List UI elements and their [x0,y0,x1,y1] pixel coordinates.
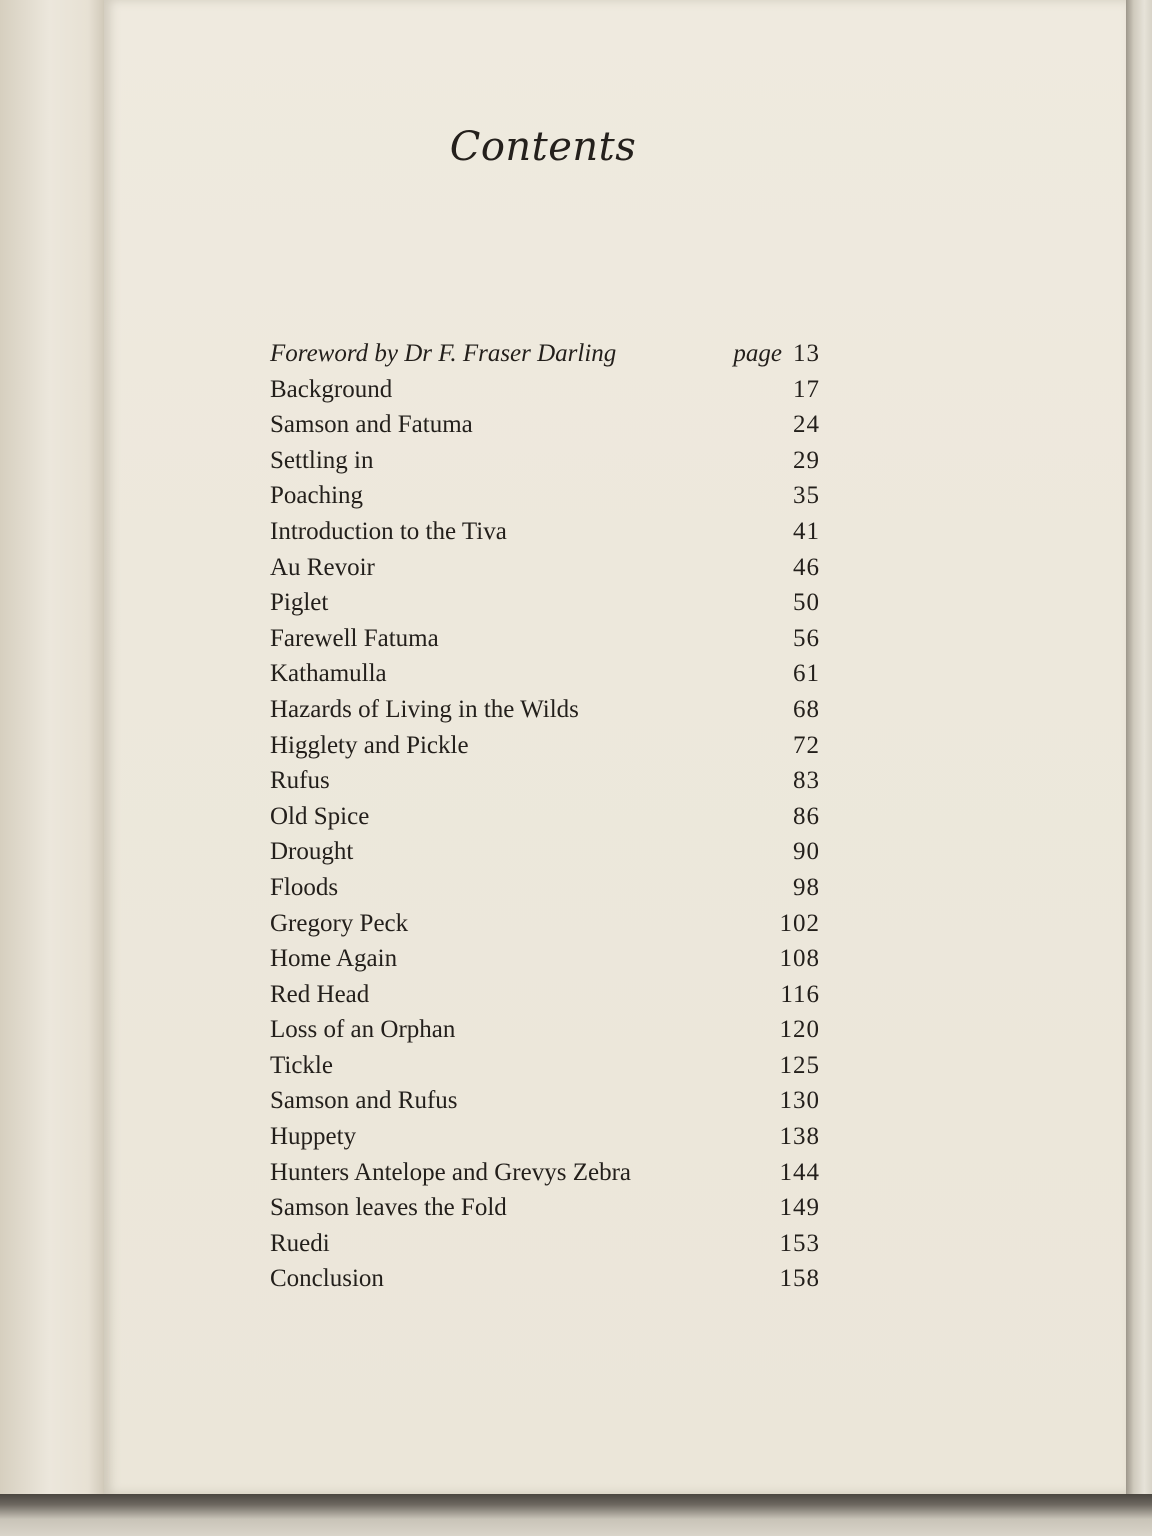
toc-entry-title: Foreword by Dr F. Fraser Darling [270,340,617,367]
page-title: Contents [449,124,637,170]
toc-entry [270,1155,830,1191]
toc-entry-title: Ruedi [270,1229,330,1257]
toc-entry-page: 56 [793,624,820,652]
toc-entry-title: Home Again [270,945,398,973]
toc-entry-title: Old Spice [270,802,370,830]
toc-entry-title: Kathamulla [270,660,387,688]
toc-entry-title: Floods [270,873,339,901]
toc-entry-title: Rufus [270,767,330,795]
table-of-contents [270,336,830,1297]
toc-entry [270,1261,830,1297]
toc-entry [270,372,830,408]
toc-entry [270,906,830,942]
toc-entry [270,941,830,977]
toc-entry-title: Huppety [270,1123,357,1151]
toc-entry-page: 98 [793,873,820,901]
toc-entry [270,443,830,479]
toc-entry [270,407,830,443]
left-page-edge [0,0,110,1536]
toc-entry [270,799,830,835]
toc-entry [270,870,830,906]
toc-entry-title: Loss of an Orphan [270,1016,456,1044]
toc-entry-page: 13 [793,340,820,367]
page-label: page [733,340,782,367]
toc-entry-page: 158 [779,1265,820,1293]
right-page-edge [1126,0,1152,1536]
toc-entry-title: Poaching [270,482,364,510]
toc-entry-page: 153 [779,1229,820,1257]
toc-entry-page: 149 [779,1194,820,1222]
toc-entry-page: 144 [779,1158,820,1186]
toc-entry-page: 72 [793,731,820,759]
toc-entry-title: Tickle [270,1051,333,1079]
toc-entry [270,1012,830,1048]
toc-entry [270,1048,830,1084]
toc-entry [270,336,830,372]
toc-entry [270,514,830,550]
toc-entry-page: 102 [779,909,820,937]
toc-entry-title: Hunters Antelope and Grevys Zebra [270,1158,631,1186]
toc-entry-title: Gregory Peck [270,909,409,937]
toc-entry-title: Samson leaves the Fold [270,1194,507,1222]
toc-entry-title: Higglety and Pickle [270,731,469,759]
toc-entry [270,834,830,870]
toc-entry [270,728,830,764]
toc-entry-page: 83 [793,767,820,795]
toc-entry-title: Drought [270,838,354,866]
toc-entry [270,1119,830,1155]
toc-entry-title: Settling in [270,446,374,474]
toc-entry-page: 116 [780,980,820,1008]
toc-entry-page: 17 [793,375,820,403]
toc-entry-page: 68 [793,695,820,723]
toc-entry-title: Farewell Fatuma [270,624,439,652]
toc-entry [270,585,830,621]
toc-entry-page: 138 [779,1123,820,1151]
toc-entry [270,763,830,799]
toc-entry-page: 41 [793,517,820,545]
toc-entry [270,692,830,728]
toc-entry-page: 29 [793,446,820,474]
bottom-cover-edge [0,1494,1152,1536]
toc-entry-title: Introduction to the Tiva [270,517,507,545]
toc-entry-page: 108 [779,945,820,973]
toc-entry [270,550,830,586]
toc-entry [270,1226,830,1262]
toc-entry-page: 86 [793,802,820,830]
toc-entry-page: 61 [793,660,820,688]
toc-entry [270,1083,830,1119]
toc-entry-page: 125 [779,1051,820,1079]
toc-entry-title: Background [270,375,393,403]
toc-entry-page: 120 [779,1016,820,1044]
toc-entry-page: 50 [793,589,820,617]
toc-entry-title: Red Head [270,980,370,1008]
toc-entry-page: 35 [793,482,820,510]
toc-entry [270,1190,830,1226]
toc-entry [270,478,830,514]
toc-entry-page: 46 [793,553,820,581]
toc-entry-page: 130 [779,1087,820,1115]
toc-entry [270,977,830,1013]
toc-entry [270,656,830,692]
toc-entry-title: Samson and Fatuma [270,411,473,439]
toc-entry-page: 24 [793,411,820,439]
toc-entry-page: 90 [793,838,820,866]
toc-entry-title: Samson and Rufus [270,1087,458,1115]
toc-entry-title: Au Revoir [270,553,375,581]
toc-entry [270,621,830,657]
toc-entry-title: Hazards of Living in the Wilds [270,695,579,723]
toc-entry-title: Conclusion [270,1265,384,1293]
toc-entry-title: Piglet [270,589,329,617]
